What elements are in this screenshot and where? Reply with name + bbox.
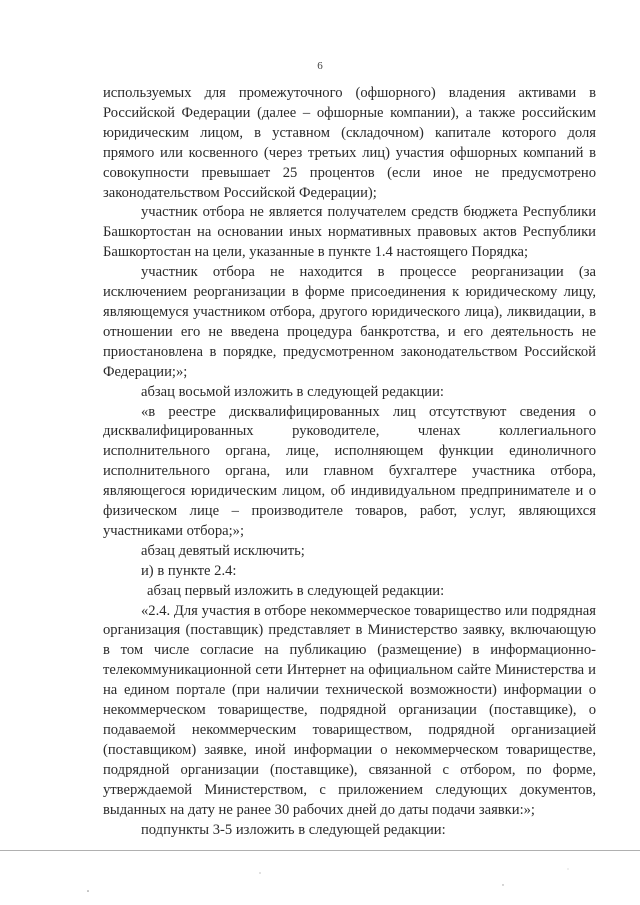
paragraph-item-i: и) в пункте 2.4: bbox=[141, 562, 237, 579]
paragraph-budget-recipient: участник отбора не является получателем средств бюджета Республики Башкортостан на основании иных нормативных правовых актов Республики Башкортостан на цели, указанные в пункте 1.4 настоящего Порядка; bbox=[103, 204, 596, 261]
page-number: 6 bbox=[317, 60, 323, 72]
scan-divider-line bbox=[0, 850, 640, 851]
paragraph-disqualified-registry: «в реестре дисквалифицированных лиц отсутствуют сведения о дисквалифицированных руководителе, членах коллегиального исполнительного органа, лице, исполняющем функции единоличного исполнительного органа, или главном бухгалтере участника отбора, являющегося юридическим лицом, об индивидуальном предпринимателе и о физическом лице – производителе товаров, работ, услуг, являющихся участниками отбора;»; bbox=[103, 403, 596, 539]
paragraph-clause-2-4: «2.4. Для участия в отборе некоммерческое товарищество или подрядная организация (поставщик) представляет в Министерство заявку, включающую в том числе согласие на публикацию (размещение) в информационно-телекоммуникационной сети Интернет на официальном сайте Министерства и на едином портале (при наличии технической возможности) информации о некоммерческом товариществе, подрядной организации (поставщике), о подаваемой некоммерческим товариществом, подрядной организацией (поставщиком) заявке, иной информации о некоммерческом товариществе, подрядной организации (поставщике), связанной с отбором, по форме, утверждаемой Министерством, с приложением следующих документов, выданных на дату не ранее 30 рабочих дней до даты подачи заявки:»; bbox=[103, 602, 596, 818]
paragraph-amend-first: абзац первый изложить в следующей редакции: bbox=[147, 582, 445, 599]
paragraph-subclauses-3-5: подпункты 3-5 изложить в следующей редакции: bbox=[141, 821, 446, 838]
scan-noise bbox=[48, 861, 608, 901]
paragraph-offshore-continuation: используемых для промежуточного (офшорного) владения активами в Российской Федерации (далее – офшорные компании), а также российским юридическим лицом, в уставном (складочном) капитале которого доля прямого или косвенного (через третьих лиц) участия офшорных компаний в совокупности превышает 25 процентов (если иное не предусмотрено законодательством Российской Федерации); bbox=[103, 85, 596, 201]
paragraph-reorganization: участник отбора не находится в процессе реорганизации (за исключением реорганизации в форме присоединения к юридическому лицу, являющемуся участником отбора, другого юридического лица), ликвидации, в отношении его не введена процедура банкротства, и его деятельность не приостановлена в порядке, предусмотренном законодательством Российской Федерации;»; bbox=[103, 264, 596, 380]
paragraph-amend-eighth: абзац восьмой изложить в следующей редакции: bbox=[141, 383, 444, 400]
document-body bbox=[103, 84, 596, 840]
paragraph-delete-ninth: абзац девятый исключить; bbox=[141, 542, 305, 559]
